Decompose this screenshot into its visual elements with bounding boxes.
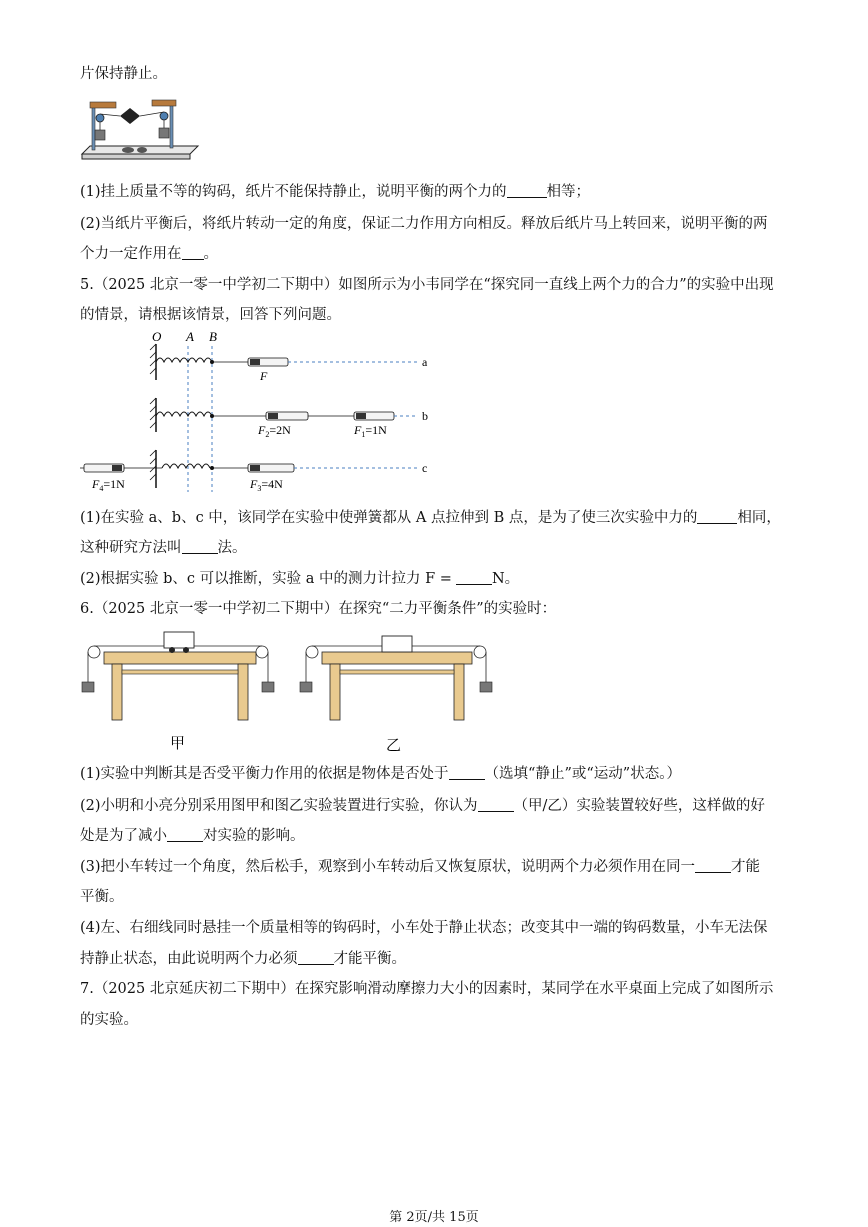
row-label-c: c — [422, 461, 428, 475]
answer-blank[interactable] — [478, 797, 514, 812]
text-line: (4)左、右细线同时悬挂一个质量相等的钩码时，小车处于静止状态；改变其中一端的钩码数量，小车无法保 — [80, 920, 768, 936]
balance-table-figure — [78, 630, 498, 758]
text-line: (2)当纸片平衡后，将纸片转动一定的角度，保证二力作用方向相反。释放后纸片马上转回来，说明平衡的两 — [80, 216, 768, 232]
page-footer: 第 2页/共 15页 — [389, 1210, 479, 1225]
caption-yi: 乙 — [386, 736, 402, 754]
label-f3: $F_3=4N$ — [250, 477, 283, 493]
question-7-stem: 7.（2025 北京延庆初二下期中）在探究影响滑动摩擦力大小的因素时，某同学在水平桌面上完成了如图所示 — [80, 981, 774, 997]
answer-blank[interactable] — [695, 858, 731, 873]
label-f1: $F_1=1N$ — [354, 423, 387, 439]
apparatus-yi — [300, 636, 492, 720]
text-line: 的情景，请根据该情景，回答下列问题。 — [80, 307, 341, 323]
answer-blank[interactable] — [507, 183, 547, 198]
text-line: (1)挂上质量不等的钩码，纸片不能保持静止，说明平衡的两个力的 相等； — [80, 184, 591, 200]
paper-card-apparatus-figure — [78, 94, 202, 164]
text-line: (2)根据实验 b、c 可以推断，实验 a 中的测力计拉力 F = N。 — [80, 571, 520, 587]
text-line: (3)把小车转过一个角度，然后松手，观察到小车转动后又恢复原状，说明两个力必须作用在同一 才能 — [80, 859, 761, 875]
text-line: 的实验。 — [80, 1012, 138, 1028]
label-f4: $F_4=1N$ — [92, 477, 125, 493]
answer-blank[interactable] — [697, 509, 737, 524]
answer-blank[interactable] — [182, 539, 218, 554]
answer-blank[interactable] — [167, 827, 203, 842]
label-f: F — [260, 369, 268, 383]
answer-blank[interactable] — [182, 245, 204, 260]
label-o: O — [152, 329, 162, 344]
text-line: 持静止状态，由此说明两个力必须 才能平衡。 — [80, 951, 406, 967]
text-line: 片保持静止。 — [80, 66, 167, 82]
answer-blank[interactable] — [449, 765, 485, 780]
text-line: 这种研究方法叫 法。 — [80, 540, 247, 556]
question-5-stem: 5.（2025 北京一零一中学初二下期中）如图所示为小韦同学在“探究同一直线上两个力的合力”的实验中出现 — [80, 277, 774, 293]
caption-jia: 甲 — [170, 734, 186, 752]
label-a: A — [186, 329, 194, 344]
answer-blank[interactable] — [456, 570, 492, 585]
apparatus-jia — [82, 632, 274, 720]
row-label-b: b — [422, 409, 428, 423]
answer-blank[interactable] — [298, 950, 334, 965]
label-b: B — [209, 329, 217, 344]
text-line: 个力一定作用在 。 — [80, 246, 218, 262]
label-f2: $F_2=2N$ — [258, 423, 291, 439]
question-6-stem: 6.（2025 北京一零一中学初二下期中）在探究“二力平衡条件”的实验时： — [80, 601, 557, 617]
text-line: (1)实验中判断其是否受平衡力作用的依据是物体是否处于 （选填“静止”或“运动”状态。） — [80, 766, 681, 782]
spring-experiment-figure — [78, 328, 438, 494]
text-line: 平衡。 — [80, 889, 124, 905]
text-line: 处是为了减小 对实验的影响。 — [80, 828, 305, 844]
text-line: (1)在实验 a、b、c 中，该同学在实验中使弹簧都从 A 点拉伸到 B 点，是为了使三次实验中力的 相同， — [80, 510, 781, 526]
row-label-a: a — [422, 355, 428, 369]
text-line: (2)小明和小亮分别采用图甲和图乙实验装置进行实验，你认为 （甲/乙）实验装置较好些，这样做的好 — [80, 798, 765, 814]
